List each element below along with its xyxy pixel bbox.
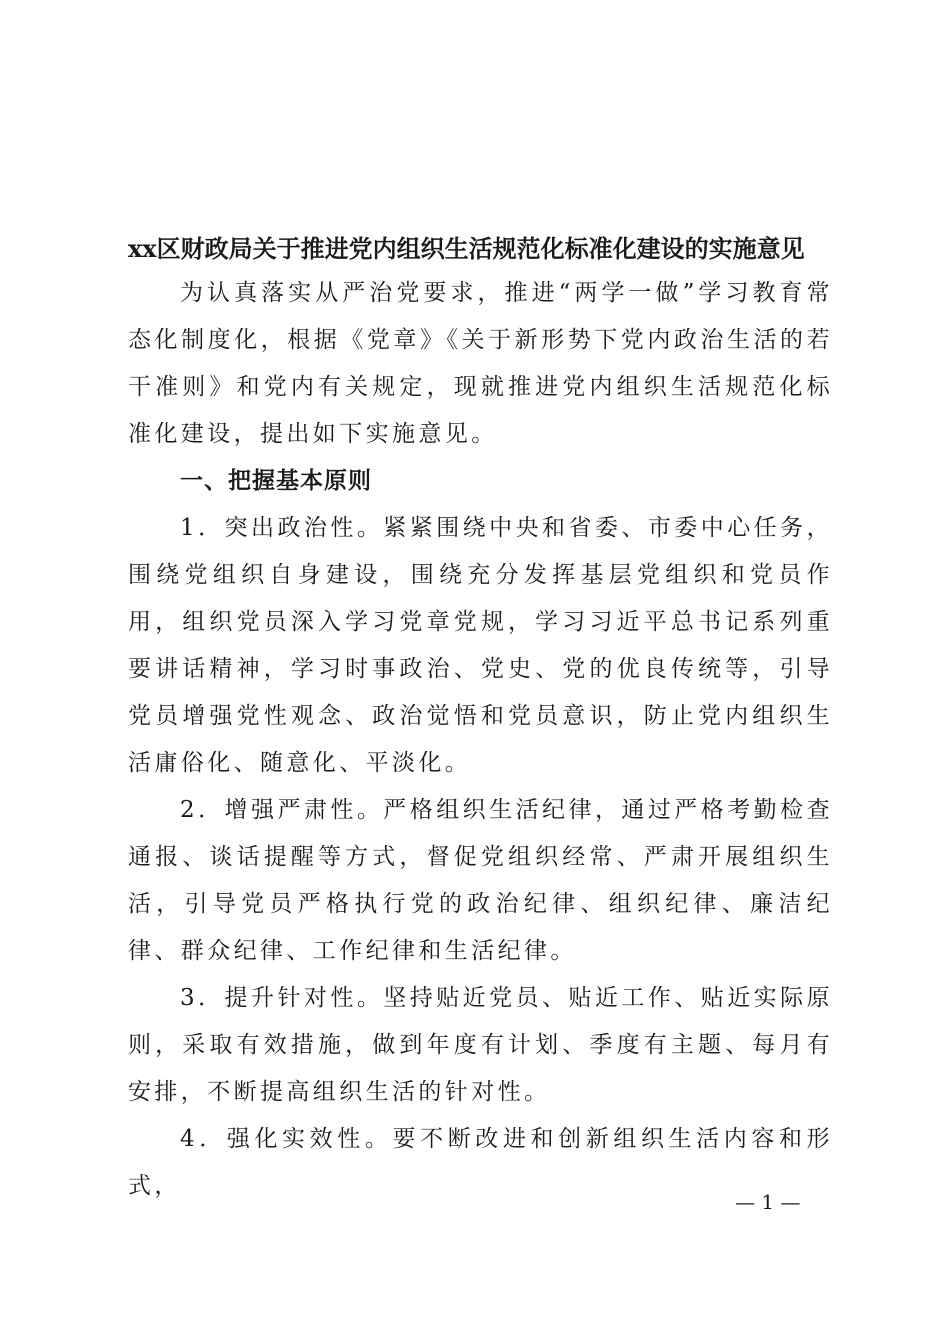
principle-paragraph-1: 1．突出政治性。紧紧围绕中央和省委、市委中心任务，围绕党组织自身建设，围绕充分发挥基层党组织和党员作用，组织党员深入学习党章党规，学习习近平总书记系列重要讲话精神，学习时事政治、党史、党的优良传统等，引导党员增强党性观念、政治觉悟和党员意识，防止党内组织生活庸俗化、随意化、平淡化。 [128, 515, 833, 776]
document-body [128, 270, 833, 1210]
page-number: — 1 — [735, 1190, 801, 1214]
principle-paragraph-4: 4．强化实效性。要不断改进和创新组织生活内容和形式， [128, 1126, 833, 1199]
section-heading-principles: 一、把握基本原则 [180, 468, 372, 494]
document-title: xx区财政局关于推进党内组织生活规范化标准化建设的实施意见 [128, 234, 805, 263]
intro-paragraph: 为认真落实从严治党要求，推进“两学一做”学习教育常态化制度化，根据《党章》《关于新形势下党内政治生活的若干准则》和党内有关规定，现就推进党内组织生活规范化标准化建设，提出如下实施意见。 [128, 280, 833, 447]
principle-paragraph-3: 3．提升针对性。坚持贴近党员、贴近工作、贴近实际原则，采取有效措施，做到年度有计划、季度有主题、每月有安排，不断提高组织生活的针对性。 [128, 985, 833, 1105]
principle-paragraph-2: 2．增强严肃性。严格组织生活纪律，通过严格考勤检查通报、谈话提醒等方式，督促党组织经常、严肃开展组织生活，引导党员严格执行党的政治纪律、组织纪律、廉洁纪律、群众纪律、工作纪律和生活纪律。 [128, 797, 833, 964]
